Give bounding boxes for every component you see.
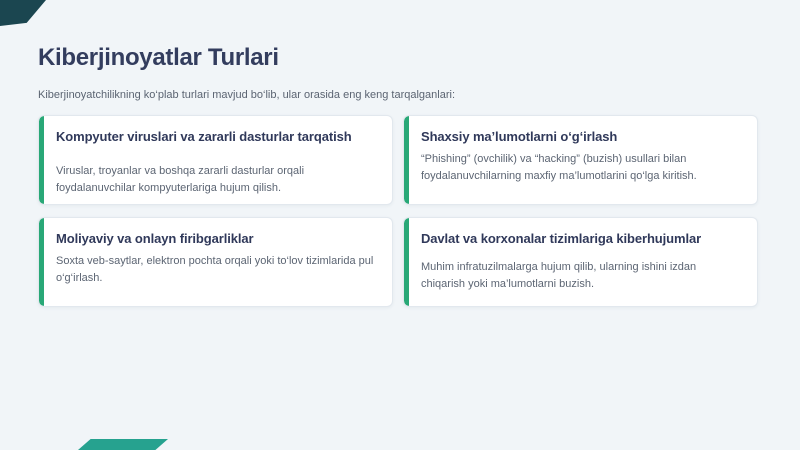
page-subtitle: Kiberjinoyatchilikning ko‘plab turlari mavjud bo‘lib, ular orasida eng keng tarqalganlari: <box>38 89 456 101</box>
bottom-decoration-shape <box>78 439 168 450</box>
card-personal-data-theft <box>403 115 758 205</box>
card-title: Davlat va korxonalar tizimlariga kiberhujumlar <box>421 231 702 246</box>
card-accent-bar <box>404 116 409 204</box>
card-description: Soxta veb-saytlar, elektron pochta orqali yoki to‘lov tizimlarida pul o‘g‘irlash. <box>56 255 374 285</box>
card-accent-bar <box>404 218 409 306</box>
card-description: Viruslar, troyanlar va boshqa zararli dasturlar orqali foydalanuvchilar kompyuterlariga hujum qilish. <box>56 165 305 195</box>
page-title: Kiberjinoyatlar Turlari <box>38 44 279 71</box>
card-accent-bar <box>39 116 44 204</box>
card-financial-fraud <box>38 217 393 307</box>
cards-grid <box>38 115 758 307</box>
card-accent-bar <box>39 218 44 306</box>
card-title: Moliyaviy va onlayn firibgarliklar <box>56 231 254 246</box>
card-description: Muhim infratuzilmalarga hujum qilib, ularning ishini izdan chiqarish yoki ma’lumotlarni buzish. <box>421 261 697 291</box>
card-description: “Phishing” (ovchilik) va “hacking” (buzish) usullari bilan foydalanuvchilarning maxfiy ma’lumotlarini qo‘lga kiritish. <box>421 153 697 183</box>
corner-decoration-shape <box>0 0 46 26</box>
card-cyberattacks-state-systems <box>403 217 758 307</box>
card-title: Kompyuter viruslari va zararli dasturlar tarqatish <box>56 129 352 144</box>
card-title: Shaxsiy ma’lumotlarni o‘g‘irlash <box>421 129 618 144</box>
card-computer-viruses <box>38 115 393 205</box>
